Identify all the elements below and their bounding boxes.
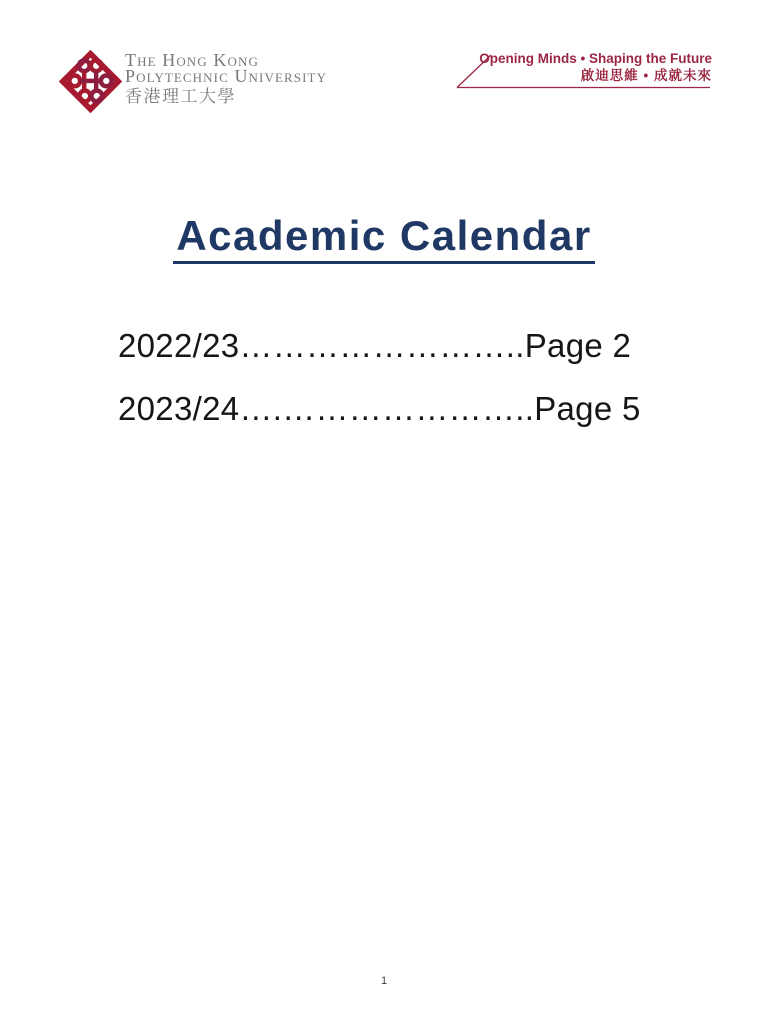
toc-entry-label: 2023/24: [118, 390, 240, 427]
toc-entry-leader: ….…………………..: [239, 390, 535, 427]
table-of-contents: [118, 329, 641, 425]
toc-entry-page: Page 5: [534, 390, 641, 427]
toc-entry-2023-24: [118, 392, 641, 425]
footer: [0, 975, 768, 987]
tagline-english: Opening Minds • Shaping the Future: [479, 51, 712, 66]
page-title: Academic Calendar: [173, 214, 594, 264]
university-name: [125, 50, 328, 106]
polyu-logo-mark: [59, 50, 122, 113]
university-tagline: [450, 51, 712, 84]
title-container: [0, 214, 768, 264]
university-name-en-line2: Polytechnic University: [125, 65, 328, 86]
toc-entry-page: Page 2: [524, 327, 632, 364]
toc-entry-2022-23: [118, 329, 641, 362]
toc-entry-leader: ……………………..: [239, 327, 525, 364]
university-name-en-line1: The Hong Kong: [125, 50, 259, 70]
toc-entry-label: 2022/23: [118, 327, 240, 364]
university-name-zh: 香港理工大學: [125, 87, 236, 106]
tagline-chinese: 啟迪思維 • 成就未來: [580, 68, 712, 83]
page-number: 1: [380, 975, 388, 987]
